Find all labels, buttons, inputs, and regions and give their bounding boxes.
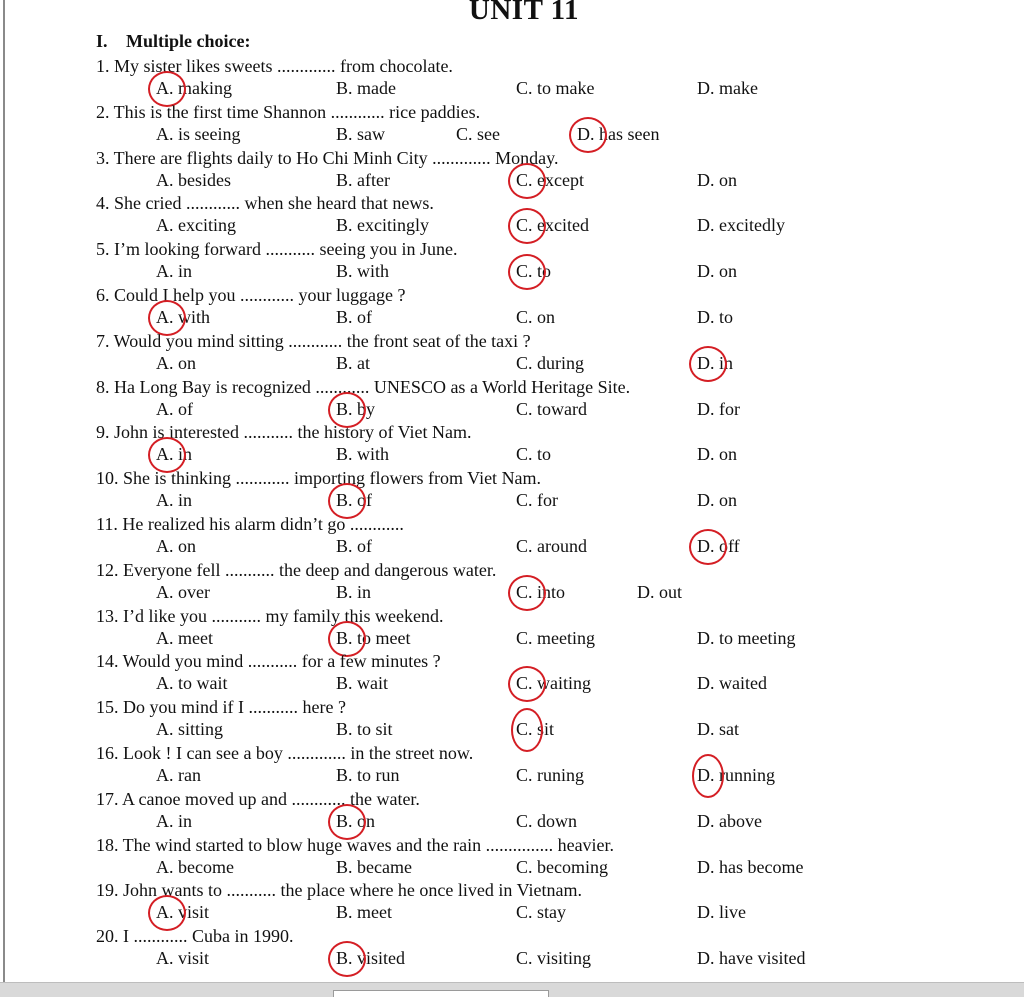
option-letter: A. [156,673,174,693]
option-letter: C. [516,307,533,327]
option-letter: D. [697,307,715,327]
option-text: to meeting [719,628,796,648]
answer-option[interactable] [336,856,412,878]
page-title: UNIT 11 [468,0,580,26]
question-text: 15. Do you mind if I ........... here ? [96,697,346,717]
option-text: besides [178,170,231,190]
option-letter: D. [697,719,715,739]
answer-option[interactable] [516,535,587,557]
option-letter: D. [697,261,715,281]
option-text: down [537,811,578,831]
answer-option[interactable] [697,947,805,969]
option-text: of [178,399,193,419]
option-letter: B. [336,765,353,785]
option-text: in [178,490,193,510]
option-text: has seen [599,124,660,144]
option-text: on [178,353,196,373]
answer-option[interactable] [156,214,236,236]
option-letter: A. [156,490,174,510]
option-letter: C. [516,857,533,877]
option-letter: D. [697,902,715,922]
answer-option[interactable] [516,352,584,374]
option-letter: B. [336,399,353,419]
question-text: 18. The wind started to blow huge waves and the rain ............... heavier. [96,835,615,855]
answer-option[interactable] [516,489,558,511]
answer-option[interactable] [156,260,192,282]
option-text: making [178,78,232,98]
option-text: of [357,307,373,327]
option-text: meet [178,628,213,648]
option-letter: A. [156,444,174,464]
option-text: around [537,536,587,556]
answer-option[interactable] [697,718,739,740]
option-text: running [719,765,775,785]
option-letter: B. [336,261,353,281]
answer-option[interactable] [697,260,737,282]
options-row [0,856,1024,878]
option-letter: D. [697,215,715,235]
question-text: 6. Could I help you ............ your luggage ? [96,285,406,305]
option-letter: D. [697,444,715,464]
question-text: 4. She cried ............ when she heard that news. [96,193,434,213]
answer-option[interactable] [336,77,396,99]
option-letter: B. [336,719,353,739]
option-text: in [719,353,734,373]
option-text: to make [537,78,595,98]
option-text: in [178,444,193,464]
option-text: make [719,78,758,98]
option-text: meeting [537,628,595,648]
option-text: made [357,78,396,98]
question-text: 3. There are flights daily to Ho Chi Minh City ............. Monday. [96,148,559,168]
answer-option[interactable] [336,627,411,649]
answer-option[interactable] [156,672,228,694]
answer-option[interactable] [156,535,196,557]
option-text: visiting [537,948,592,968]
answer-option[interactable] [697,398,740,420]
answer-option[interactable] [156,901,209,923]
answer-option[interactable] [516,947,591,969]
option-text: of [357,536,373,556]
option-letter: C. [456,124,473,144]
option-letter: D. [697,765,715,785]
options-row [0,489,1024,511]
option-letter: D. [697,628,715,648]
question-text: 2. This is the first time Shannon ............ rice paddies. [96,102,481,122]
answer-option[interactable] [516,214,589,236]
answer-option[interactable] [456,123,500,145]
answer-option[interactable] [336,398,375,420]
question-text: 14. Would you mind ........... for a few minutes ? [96,651,441,671]
option-letter: B. [336,490,353,510]
option-text: over [178,582,210,602]
option-text: meet [357,902,392,922]
option-letter: C. [516,261,533,281]
options-row [0,764,1024,786]
option-letter: C. [516,628,533,648]
answer-option[interactable] [516,810,577,832]
option-text: after [357,170,390,190]
option-text: out [659,582,683,602]
option-letter: C. [516,444,533,464]
answer-option[interactable] [156,810,192,832]
option-text: stay [537,902,567,922]
answer-option[interactable] [156,443,192,465]
option-letter: B. [336,811,353,831]
answer-option[interactable] [156,764,201,786]
options-row [0,672,1024,694]
option-letter: B. [336,78,353,98]
option-letter: B. [336,582,353,602]
answer-option[interactable] [336,810,375,832]
answer-option[interactable] [156,398,193,420]
option-letter: C. [516,719,533,739]
option-letter: A. [156,857,174,877]
question-text: 10. She is thinking ............ importing flowers from Viet Nam. [96,468,542,488]
question-text: 8. Ha Long Bay is recognized ............ UNESCO as a World Heritage Site. [96,377,631,397]
option-text: visited [357,948,406,968]
option-text: into [537,582,566,602]
answer-option[interactable] [156,947,209,969]
options-row [0,352,1024,374]
option-text: waited [719,673,767,693]
answer-option[interactable] [156,489,192,511]
answer-option[interactable] [336,123,385,145]
answer-option[interactable] [697,672,767,694]
option-letter: B. [336,215,353,235]
option-text: on [719,490,737,510]
option-letter: C. [516,353,533,373]
question-text: 11. He realized his alarm didn’t go ............ [96,514,404,534]
option-text: by [357,399,376,419]
option-letter: B. [336,353,353,373]
question-text: 12. Everyone fell ........... the deep and dangerous water. [96,560,497,580]
option-letter: C. [516,582,533,602]
answer-option[interactable] [156,77,232,99]
option-text: runing [537,765,585,785]
option-text: wait [357,673,389,693]
answer-option[interactable] [697,764,775,786]
option-letter: A. [156,399,174,419]
option-text: on [537,307,556,327]
question-text: 9. John is interested ........... the history of Viet Nam. [96,422,472,442]
option-letter: A. [156,307,174,327]
answer-option[interactable] [156,352,196,374]
option-text: see [477,124,500,144]
option-letter: A. [156,719,174,739]
option-letter: A. [156,215,174,235]
option-text: visit [178,948,210,968]
answer-option[interactable] [336,581,371,603]
options-row [0,581,1024,603]
option-text: to [537,261,552,281]
option-text: is seeing [178,124,241,144]
option-letter: D. [697,948,715,968]
option-letter: B. [336,444,353,464]
option-text: on [178,536,196,556]
option-text: to [537,444,552,464]
answer-option[interactable] [697,352,733,374]
option-letter: A. [156,582,174,602]
answer-option[interactable] [697,627,795,649]
answer-option[interactable] [637,581,682,603]
answer-option[interactable] [156,581,210,603]
option-letter: D. [697,673,715,693]
option-text: in [178,811,193,831]
option-letter: D. [697,536,715,556]
option-letter: A. [156,124,174,144]
answer-option[interactable] [697,443,737,465]
option-text: sat [719,719,739,739]
option-letter: B. [336,170,353,190]
answer-option[interactable] [516,260,551,282]
option-text: above [719,811,762,831]
answer-option[interactable] [336,764,400,786]
question-text: 17. A canoe moved up and ............ the water. [96,789,420,809]
answer-option[interactable] [697,901,746,923]
answer-option[interactable] [156,718,223,740]
option-text: visit [178,902,210,922]
options-row [0,947,1024,969]
option-text: during [537,353,585,373]
option-text: saw [357,124,386,144]
option-text: on [719,444,737,464]
options-row [0,123,1024,145]
question-text: 16. Look ! I can see a boy ............. in the street now. [96,743,474,763]
answer-option[interactable] [516,398,587,420]
answer-option[interactable] [336,352,370,374]
option-text: became [357,857,412,877]
option-text: has become [719,857,804,877]
option-letter: A. [156,948,174,968]
option-text: exciting [178,215,236,235]
option-text: with [178,307,211,327]
options-row [0,535,1024,557]
section-heading [96,31,250,52]
answer-option[interactable] [336,947,405,969]
option-letter: B. [336,673,353,693]
option-text: sitting [178,719,224,739]
question-text: 5. I’m looking forward ........... seeing you in June. [96,239,458,259]
option-text: on [357,811,376,831]
answer-option[interactable] [156,306,210,328]
option-letter: D. [637,582,655,602]
option-text: waiting [537,673,592,693]
option-letter: B. [336,948,353,968]
option-text: to wait [178,673,228,693]
options-row [0,214,1024,236]
question-text: 7. Would you mind sitting ............ the front seat of the taxi ? [96,331,531,351]
option-letter: A. [156,628,174,648]
section-number: I. [96,31,108,51]
option-letter: C. [516,170,533,190]
option-text: to [719,307,734,327]
option-text: of [357,490,373,510]
options-row [0,901,1024,923]
answer-option[interactable] [697,489,737,511]
option-letter: C. [516,811,533,831]
answer-option[interactable] [336,489,372,511]
answer-option[interactable] [516,306,555,328]
answer-option[interactable] [516,672,591,694]
option-letter: B. [336,536,353,556]
option-letter: B. [336,628,353,648]
option-letter: B. [336,307,353,327]
answer-option[interactable] [336,260,389,282]
option-letter: C. [516,902,533,922]
option-letter: C. [516,215,533,235]
options-row [0,77,1024,99]
option-text: becoming [537,857,608,877]
answer-option[interactable] [336,443,389,465]
options-row [0,810,1024,832]
answer-option[interactable] [516,169,584,191]
option-text: on [719,261,737,281]
option-text: off [719,536,740,556]
answer-option[interactable] [336,306,372,328]
answer-option[interactable] [336,901,392,923]
option-letter: D. [697,78,715,98]
option-text: excitingly [357,215,429,235]
option-letter: A. [156,78,174,98]
answer-option[interactable] [336,214,429,236]
option-letter: A. [156,811,174,831]
option-text: with [357,261,390,281]
option-letter: A. [156,902,174,922]
answer-option[interactable] [156,169,231,191]
option-text: live [719,902,746,922]
option-text: on [719,170,737,190]
option-text: to sit [357,719,393,739]
option-text: to meet [357,628,411,648]
answer-option[interactable] [516,581,565,603]
answer-option[interactable] [697,306,733,328]
option-letter: A. [156,261,174,281]
option-text: excitedly [719,215,785,235]
answer-option[interactable] [697,214,785,236]
answer-option[interactable] [577,123,659,145]
options-row [0,398,1024,420]
answer-option[interactable] [336,718,393,740]
option-text: with [357,444,390,464]
answer-option[interactable] [156,123,241,145]
option-text: in [178,261,193,281]
option-letter: C. [516,490,533,510]
option-text: toward [537,399,587,419]
options-row [0,306,1024,328]
option-letter: B. [336,124,353,144]
answer-option[interactable] [516,77,595,99]
option-text: to run [357,765,400,785]
answer-option[interactable] [516,901,566,923]
answer-option[interactable] [156,627,213,649]
option-text: at [357,353,371,373]
answer-option[interactable] [697,856,803,878]
answer-option[interactable] [336,535,372,557]
answer-option[interactable] [336,169,390,191]
options-row [0,169,1024,191]
options-row [0,443,1024,465]
option-letter: C. [516,765,533,785]
option-text: have visited [719,948,806,968]
option-letter: C. [516,399,533,419]
option-letter: C. [516,536,533,556]
option-letter: A. [156,536,174,556]
option-text: excited [537,215,589,235]
option-text: become [178,857,234,877]
option-letter: C. [516,78,533,98]
answer-option[interactable] [516,856,608,878]
options-row [0,718,1024,740]
question-text: 1. My sister likes sweets ............. from chocolate. [96,56,453,76]
option-letter: B. [336,902,353,922]
option-text: sit [537,719,555,739]
answer-option[interactable] [697,535,740,557]
options-row [0,627,1024,649]
option-letter: A. [156,765,174,785]
option-letter: D. [697,857,715,877]
option-text: for [537,490,559,510]
option-text: ran [178,765,201,785]
option-letter: D. [697,811,715,831]
answer-option[interactable] [516,443,551,465]
option-letter: D. [697,353,715,373]
option-letter: A. [156,353,174,373]
answer-option[interactable] [516,718,554,740]
answer-option[interactable] [697,169,737,191]
answer-option[interactable] [697,810,762,832]
section-label: Multiple choice: [126,31,251,51]
question-text: 20. I ............ Cuba in 1990. [96,926,294,946]
option-letter: A. [156,170,174,190]
option-letter: C. [516,948,533,968]
options-row [0,260,1024,282]
answer-option[interactable] [336,672,388,694]
answer-option[interactable] [516,627,595,649]
option-text: in [357,582,372,602]
option-letter: C. [516,673,533,693]
answer-option[interactable] [156,856,234,878]
option-letter: D. [697,490,715,510]
question-text: 19. John wants to ........... the place where he once lived in Vietnam. [96,880,582,900]
option-letter: D. [577,124,595,144]
option-text: except [537,170,584,190]
question-text: 13. I’d like you ........... my family this weekend. [96,606,444,626]
option-letter: B. [336,857,353,877]
answer-option[interactable] [516,764,584,786]
answer-option[interactable] [697,77,758,99]
option-letter: D. [697,399,715,419]
option-text: for [719,399,740,419]
option-letter: D. [697,170,715,190]
